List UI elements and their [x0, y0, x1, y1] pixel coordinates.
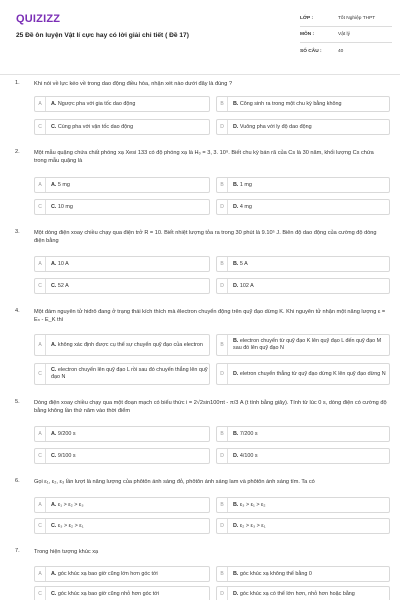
- option-b[interactable]: [216, 96, 390, 112]
- option-text: 4/100 s: [239, 452, 258, 459]
- option-text: ε₃ > ε₁ > ε₂: [239, 501, 266, 508]
- option-key: D.: [233, 203, 239, 210]
- option-text: 10 A: [57, 260, 69, 267]
- option-text: không xác định được cụ thể sự chuyển quỹ đạo của electron: [57, 341, 203, 348]
- option-letter: D: [217, 587, 228, 600]
- option-letter: D: [217, 279, 228, 293]
- question-text: Một dòng điện xoay chiều chạy qua điện trở R = 10. Biết nhiệt lượng tỏa ra trong 30 phút là 9.10⁵ J. Biên độ dao động của cường độ dòng điện bằng: [34, 230, 377, 245]
- option-letter: B: [217, 567, 228, 581]
- meta-row-count: [300, 43, 392, 59]
- option-letter: C: [35, 587, 46, 600]
- option-text: 52 A: [57, 282, 69, 289]
- option-c[interactable]: [34, 363, 210, 385]
- option-a[interactable]: [34, 426, 210, 442]
- option-d[interactable]: [216, 278, 390, 294]
- option-letter: B: [217, 427, 228, 441]
- option-letter: B: [217, 97, 228, 111]
- option-letter: C: [35, 364, 46, 384]
- question-number: 3.: [15, 229, 20, 235]
- option-letter: D: [217, 120, 228, 134]
- option-a[interactable]: [34, 334, 210, 356]
- question-number: 2.: [15, 149, 20, 155]
- option-c[interactable]: [34, 586, 210, 600]
- option-text: ε₂ > ε₃ > ε₁: [239, 522, 266, 529]
- option-key: D.: [233, 452, 239, 459]
- option-b[interactable]: [216, 256, 390, 272]
- meta-row-class: [300, 11, 392, 27]
- option-key: B.: [233, 501, 239, 508]
- option-text: góc khúc xạ bao giờ cũng lớn hơn góc tới: [57, 570, 158, 577]
- option-text: 4 mg: [239, 203, 252, 210]
- page-title: 25 Đề ôn luyện Vật lí cực hay có lời giải chi tiết ( Đề 17): [16, 32, 189, 39]
- option-letter: A: [35, 427, 46, 441]
- option-letter: C: [35, 120, 46, 134]
- option-d[interactable]: [216, 586, 390, 600]
- option-b[interactable]: [216, 426, 390, 442]
- option-a[interactable]: [34, 177, 210, 193]
- question-text: Một đám nguyên tử hiđrô đang ở trạng thái kích thích mà êlectron chuyển động trên quỹ đạo dừng K. Khi nguyên tử nhận một năng lượng ε = Eₙ - E_K thì: [34, 309, 386, 324]
- option-text: góc khúc xạ không thể bằng 0: [239, 570, 312, 577]
- meta-label: MÔN :: [300, 32, 315, 37]
- option-text: 102 A: [239, 282, 254, 289]
- worksheet-meta: [300, 11, 392, 59]
- option-text: ε₃ > ε₂ > ε₁: [57, 522, 84, 529]
- question-number: 6.: [15, 478, 20, 484]
- option-letter: B: [217, 335, 228, 355]
- option-text: 1 mg: [239, 181, 252, 188]
- option-c[interactable]: [34, 448, 210, 464]
- option-a[interactable]: [34, 497, 210, 513]
- question-number: 1.: [15, 80, 20, 86]
- option-letter: D: [217, 364, 228, 384]
- option-letter: C: [35, 449, 46, 463]
- option-d[interactable]: [216, 119, 390, 135]
- option-d[interactable]: [216, 448, 390, 464]
- option-key: D.: [233, 370, 239, 377]
- option-text: Cùng pha với vận tốc dao động: [57, 123, 134, 130]
- option-letter: B: [217, 257, 228, 271]
- question-number: 4.: [15, 308, 20, 314]
- option-letter: D: [217, 449, 228, 463]
- option-letter: C: [35, 279, 46, 293]
- option-text: Vuông pha với ly độ dao động: [239, 123, 312, 130]
- option-key: C.: [51, 367, 57, 373]
- option-key: C.: [51, 282, 57, 289]
- option-key: A.: [51, 100, 57, 107]
- option-key: D.: [233, 522, 239, 529]
- option-d[interactable]: [216, 199, 390, 215]
- question-text: Dòng điện xoay chiều chạy qua một đoạn mạch có biểu thức i = 2√2sin100πt - π/3 A (t tính bằng giây). Tính từ lúc 0 s, dòng điện có cường độ bằng không lần thứ năm vào thời điểm: [34, 400, 387, 415]
- option-key: A.: [51, 260, 57, 267]
- meta-label: LỚP :: [300, 16, 314, 21]
- option-b[interactable]: [216, 177, 390, 193]
- option-a[interactable]: [34, 566, 210, 582]
- option-key: D.: [233, 123, 239, 130]
- question-text: Gọi ε₁, ε₂, ε₃ lần lượt là năng lượng của phôtôn ánh sáng đỏ, phôtôn ánh sáng lam và phôtôn ánh sáng tím. Ta có: [34, 479, 315, 485]
- option-b[interactable]: [216, 566, 390, 582]
- option-text: Công sinh ra trong một chu kỳ bằng không: [239, 100, 342, 107]
- option-a[interactable]: [34, 96, 210, 112]
- option-key: B.: [233, 100, 239, 107]
- option-text: 5 A: [239, 260, 248, 267]
- question-text: Khi nói về lực kéo về trong dao động điều hòa, nhận xét nào dưới đây là đúng ?: [34, 81, 233, 87]
- option-key: A.: [51, 341, 57, 348]
- option-text: 7/200 s: [239, 430, 258, 437]
- option-letter: D: [217, 200, 228, 214]
- option-key: A.: [51, 181, 57, 188]
- option-letter: A: [35, 498, 46, 512]
- option-text: góc khúc xạ bao giờ cũng nhỏ hơn góc tới: [57, 590, 160, 597]
- option-key: C.: [51, 590, 57, 597]
- option-b[interactable]: [216, 497, 390, 513]
- option-d[interactable]: [216, 363, 390, 385]
- option-d[interactable]: [216, 518, 390, 534]
- option-b[interactable]: [216, 334, 390, 356]
- option-key: A.: [51, 570, 57, 577]
- option-key: B.: [233, 260, 239, 267]
- option-c[interactable]: [34, 199, 210, 215]
- option-letter: A: [35, 97, 46, 111]
- option-c[interactable]: [34, 518, 210, 534]
- option-a[interactable]: [34, 256, 210, 272]
- option-key: D.: [233, 590, 239, 597]
- option-key: B.: [233, 181, 239, 188]
- option-letter: D: [217, 519, 228, 533]
- option-letter: C: [35, 519, 46, 533]
- option-key: B.: [233, 570, 239, 577]
- option-text: góc khúc xạ có thể lớn hơn, nhỏ hơn hoặc bằng: [239, 590, 355, 597]
- meta-label: SỐ CÂU :: [300, 48, 322, 54]
- option-key: C.: [51, 452, 57, 459]
- option-text: 5 mg: [57, 181, 70, 188]
- option-c[interactable]: [34, 278, 210, 294]
- option-letter: B: [217, 178, 228, 192]
- meta-value: Tốt Nghiệp THPT: [338, 16, 376, 21]
- option-text: 9/100 s: [57, 452, 76, 459]
- option-letter: B: [217, 498, 228, 512]
- meta-value: Vật lý: [338, 32, 350, 37]
- option-letter: A: [35, 257, 46, 271]
- option-c[interactable]: [34, 119, 210, 135]
- option-key: C.: [51, 522, 57, 529]
- option-letter: A: [35, 178, 46, 192]
- question-number: 7.: [15, 548, 20, 554]
- option-text: electron chuyển lên quỹ đạo L rồi sau đó chuyển thẳng lên quỹ đạo N: [51, 367, 208, 380]
- option-key: C.: [51, 123, 57, 130]
- header-divider: [0, 74, 400, 75]
- option-text: electron chuyển từ quỹ đạo K lên quỹ đạo L đến quỹ đạo M sau đó lên quỹ đạo N: [233, 338, 382, 351]
- option-text: 9/200 s: [57, 430, 76, 437]
- worksheet-header: [0, 0, 400, 74]
- option-letter: C: [35, 200, 46, 214]
- option-text: ε₁ > ε₂ > ε₃: [57, 501, 84, 508]
- option-letter: A: [35, 335, 46, 355]
- question-text: Trong hiện tượng khúc xạ: [34, 549, 99, 555]
- option-text: eletron chuyển thẳng từ quỹ đạo dừng K lên quỹ đạo dừng N: [239, 370, 386, 377]
- option-key: D.: [233, 282, 239, 289]
- option-text: 10 mg: [57, 203, 73, 210]
- meta-value: 40: [338, 48, 344, 54]
- option-letter: A: [35, 567, 46, 581]
- option-key: B.: [233, 338, 239, 344]
- meta-row-subject: [300, 27, 392, 43]
- quizizz-logo: QUIZIZZ: [16, 13, 61, 25]
- question-text: Một mẫu quặng chứa chất phóng xạ Xesi 133 có độ phóng xạ là H₀ = 3, 3. 10⁹. Biết chu kỳ bán rã của Cs là 30 năm, khối lượng Cs chứa trong mẫu quặng là: [34, 150, 374, 165]
- option-key: A.: [51, 501, 57, 508]
- question-number: 5.: [15, 399, 20, 405]
- option-text: Ngược pha với gia tốc dao động: [57, 100, 136, 107]
- option-key: A.: [51, 430, 57, 437]
- option-key: C.: [51, 203, 57, 210]
- option-key: B.: [233, 430, 239, 437]
